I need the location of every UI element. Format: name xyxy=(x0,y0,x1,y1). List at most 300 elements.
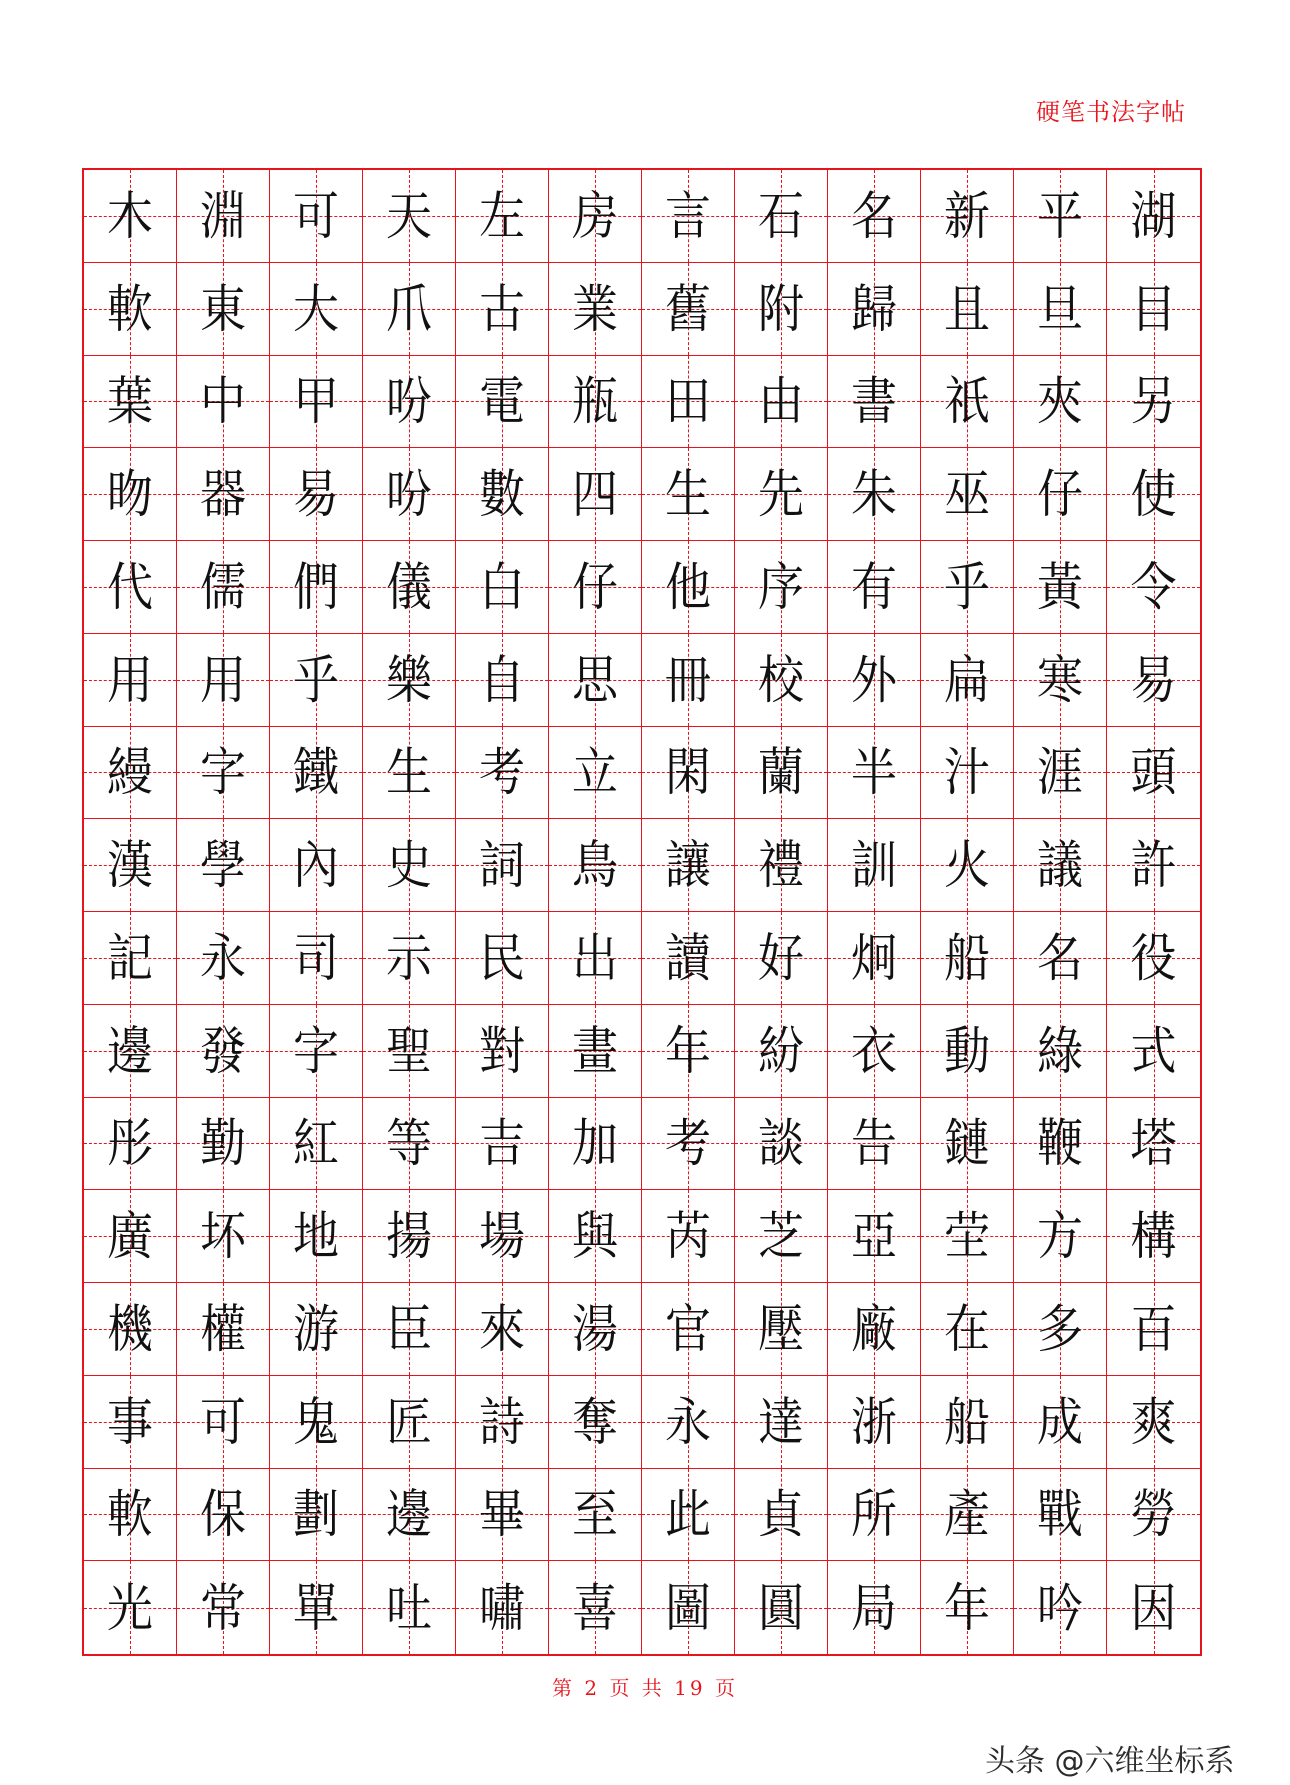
grid-cell xyxy=(456,727,549,820)
seal-character: 內 xyxy=(293,834,339,896)
seal-character: 昒 xyxy=(107,463,153,525)
seal-character: 縵 xyxy=(107,742,153,803)
grid-cell xyxy=(456,541,549,634)
grid-cell xyxy=(642,541,735,634)
grid-cell xyxy=(1107,727,1200,820)
seal-character: 涯 xyxy=(1037,742,1083,803)
seal-character: 場 xyxy=(479,1205,525,1267)
grid-cell xyxy=(1014,356,1107,449)
grid-cell xyxy=(828,170,921,263)
grid-cell xyxy=(363,1561,456,1654)
grid-cell xyxy=(456,1190,549,1283)
grid-cell xyxy=(735,819,828,912)
seal-character: 思 xyxy=(572,649,618,710)
seal-character: 式 xyxy=(1130,1020,1177,1081)
grid-cell xyxy=(1107,1376,1200,1469)
grid-cell xyxy=(549,1376,642,1469)
seal-character: 方 xyxy=(1037,1205,1083,1267)
seal-character: 百 xyxy=(1130,1298,1177,1360)
grid-cell xyxy=(549,1469,642,1562)
grid-cell xyxy=(1014,1098,1107,1191)
seal-character: 由 xyxy=(758,371,804,432)
seal-character: 爽 xyxy=(1130,1391,1177,1452)
grid-cell xyxy=(177,263,270,356)
grid-cell xyxy=(84,263,177,356)
grid-cell xyxy=(363,356,456,449)
grid-cell xyxy=(735,634,828,727)
seal-character: 鞭 xyxy=(1037,1113,1083,1174)
grid-cell xyxy=(1107,448,1200,541)
seal-character: 巫 xyxy=(944,463,990,525)
seal-character: 勤 xyxy=(200,1113,246,1174)
seal-character: 動 xyxy=(944,1020,990,1081)
grid-cell xyxy=(828,356,921,449)
seal-character: 仔 xyxy=(572,556,618,618)
seal-character: 且 xyxy=(944,278,990,339)
grid-cell xyxy=(1107,1561,1200,1654)
seal-character: 圖 xyxy=(665,1577,711,1638)
seal-character: 言 xyxy=(665,185,711,247)
seal-character: 代 xyxy=(107,556,153,618)
seal-character: 許 xyxy=(1130,834,1177,896)
seal-character: 軟 xyxy=(107,278,153,339)
grid-cell xyxy=(921,634,1014,727)
grid-cell xyxy=(735,1376,828,1469)
grid-cell xyxy=(270,1469,363,1562)
grid-cell xyxy=(1014,170,1107,263)
seal-character: 易 xyxy=(1130,649,1177,710)
grid-cell xyxy=(363,727,456,820)
seal-character: 名 xyxy=(1037,927,1083,989)
seal-character: 事 xyxy=(107,1391,153,1452)
grid-cell xyxy=(456,912,549,1005)
grid-cell xyxy=(84,634,177,727)
seal-character: 永 xyxy=(665,1391,711,1452)
grid-cell xyxy=(735,1469,828,1562)
grid-cell xyxy=(828,263,921,356)
grid-cell xyxy=(1014,727,1107,820)
grid-cell xyxy=(177,1190,270,1283)
seal-character: 淵 xyxy=(200,185,246,247)
grid-cell xyxy=(363,541,456,634)
grid-cell xyxy=(1014,1283,1107,1376)
seal-character: 光 xyxy=(107,1577,153,1638)
seal-character: 平 xyxy=(1037,185,1083,247)
grid-cell xyxy=(642,1283,735,1376)
grid-cell xyxy=(270,1561,363,1654)
grid-cell xyxy=(1107,541,1200,634)
seal-character: 詩 xyxy=(479,1391,525,1452)
seal-character: 易 xyxy=(293,463,339,525)
grid-cell xyxy=(177,1283,270,1376)
seal-character: 達 xyxy=(758,1391,804,1452)
seal-character: 在 xyxy=(944,1298,990,1360)
grid-cell xyxy=(363,819,456,912)
grid-cell xyxy=(1107,356,1200,449)
grid-cell xyxy=(735,263,828,356)
seal-character: 吟 xyxy=(1037,1577,1083,1638)
seal-character: 等 xyxy=(386,1113,432,1174)
grid-cell xyxy=(642,170,735,263)
seal-character: 綠 xyxy=(1037,1020,1083,1081)
seal-character: 詞 xyxy=(479,834,525,896)
seal-character: 瓶 xyxy=(572,371,618,432)
seal-character: 鬼 xyxy=(293,1391,339,1452)
seal-character: 臣 xyxy=(386,1298,432,1360)
grid-cell xyxy=(642,727,735,820)
seal-character: 校 xyxy=(758,649,804,710)
seal-character: 業 xyxy=(572,278,618,339)
grid-cell xyxy=(549,1561,642,1654)
seal-character: 大 xyxy=(293,278,339,339)
seal-character: 年 xyxy=(665,1020,711,1081)
seal-character: 生 xyxy=(386,742,432,803)
seal-character: 爪 xyxy=(386,278,432,339)
grid-cell xyxy=(84,356,177,449)
grid-cell xyxy=(456,1469,549,1562)
seal-character: 議 xyxy=(1037,834,1083,896)
grid-cell xyxy=(270,1190,363,1283)
seal-character: 奪 xyxy=(572,1391,618,1452)
grid-cell xyxy=(642,356,735,449)
seal-character: 炯 xyxy=(851,927,897,989)
seal-character: 歸 xyxy=(851,278,897,339)
seal-character: 扁 xyxy=(944,649,990,710)
grid-cell xyxy=(177,448,270,541)
seal-character: 儒 xyxy=(200,556,246,618)
grid-cell xyxy=(363,634,456,727)
seal-character: 字 xyxy=(293,1020,339,1081)
grid-cell xyxy=(177,1098,270,1191)
seal-character: 吉 xyxy=(479,1113,525,1174)
grid-cell xyxy=(549,1283,642,1376)
seal-character: 發 xyxy=(200,1020,246,1081)
seal-character: 附 xyxy=(758,278,804,339)
grid-cell xyxy=(1107,1190,1200,1283)
grid-cell xyxy=(921,170,1014,263)
grid-cell xyxy=(84,1005,177,1098)
grid-cell xyxy=(735,170,828,263)
seal-character: 紅 xyxy=(293,1113,339,1174)
page-number: 第 2 页 共 19 页 xyxy=(552,1676,738,1700)
grid-cell xyxy=(828,448,921,541)
grid-cell xyxy=(735,727,828,820)
seal-character: 名 xyxy=(851,185,897,247)
watermark-text: 头条 @六维坐标系 xyxy=(985,1744,1235,1779)
seal-character: 吩 xyxy=(386,463,432,525)
grid-cell xyxy=(828,1098,921,1191)
seal-character: 船 xyxy=(944,1391,990,1452)
seal-character: 塔 xyxy=(1130,1113,1177,1174)
grid-cell xyxy=(921,541,1014,634)
seal-character: 數 xyxy=(479,463,525,525)
grid-cell xyxy=(270,541,363,634)
grid-cell xyxy=(270,1005,363,1098)
seal-character: 自 xyxy=(479,649,525,710)
grid-cell xyxy=(735,1098,828,1191)
seal-character: 因 xyxy=(1130,1577,1177,1638)
grid-cell xyxy=(642,1561,735,1654)
seal-character: 甲 xyxy=(293,371,339,432)
grid-cell xyxy=(642,1098,735,1191)
grid-cell xyxy=(270,634,363,727)
grid-cell xyxy=(177,170,270,263)
grid-cell xyxy=(84,1190,177,1283)
grid-cell xyxy=(84,1283,177,1376)
seal-character: 可 xyxy=(293,185,339,247)
grid-cell xyxy=(735,356,828,449)
seal-character: 出 xyxy=(572,927,618,989)
seal-character: 畫 xyxy=(572,1020,618,1081)
grid-cell xyxy=(1014,1005,1107,1098)
grid-cell xyxy=(828,1469,921,1562)
grid-cell xyxy=(363,912,456,1005)
grid-cell xyxy=(1107,263,1200,356)
grid-cell xyxy=(549,819,642,912)
grid-cell xyxy=(363,1376,456,1469)
seal-character: 多 xyxy=(1037,1298,1083,1360)
grid-cell xyxy=(828,1190,921,1283)
grid-cell xyxy=(921,1376,1014,1469)
seal-character: 坏 xyxy=(200,1205,246,1267)
seal-character: 黃 xyxy=(1037,556,1083,618)
grid-cell xyxy=(549,170,642,263)
grid-cell xyxy=(1014,819,1107,912)
seal-character: 示 xyxy=(386,927,432,989)
seal-character: 夾 xyxy=(1037,371,1083,432)
seal-character: 用 xyxy=(200,649,246,710)
grid-cell xyxy=(363,448,456,541)
seal-character: 吐 xyxy=(386,1577,432,1638)
grid-cell xyxy=(270,170,363,263)
grid-cell xyxy=(456,263,549,356)
seal-character: 石 xyxy=(758,185,804,247)
grid-cell xyxy=(642,912,735,1005)
seal-character: 古 xyxy=(479,278,525,339)
seal-character: 圓 xyxy=(758,1577,804,1638)
seal-character: 們 xyxy=(293,556,339,618)
seal-character: 茔 xyxy=(944,1205,990,1267)
seal-character: 劃 xyxy=(293,1484,339,1545)
seal-character: 告 xyxy=(851,1113,897,1174)
seal-character: 來 xyxy=(479,1298,525,1360)
grid-cell xyxy=(921,1098,1014,1191)
seal-character: 吩 xyxy=(386,371,432,432)
grid-cell xyxy=(642,448,735,541)
seal-character: 祇 xyxy=(944,371,990,432)
seal-character: 東 xyxy=(200,278,246,339)
grid-cell xyxy=(921,1190,1014,1283)
grid-cell xyxy=(735,1283,828,1376)
grid-cell xyxy=(84,1561,177,1654)
seal-character: 鏈 xyxy=(944,1113,990,1174)
seal-character: 房 xyxy=(572,185,618,247)
grid-cell xyxy=(921,1005,1014,1098)
grid-cell xyxy=(177,634,270,727)
seal-character: 至 xyxy=(572,1484,618,1545)
seal-character: 汁 xyxy=(944,742,990,803)
grid-cell xyxy=(1014,912,1107,1005)
grid-cell xyxy=(735,1561,828,1654)
grid-cell xyxy=(1014,1190,1107,1283)
grid-cell xyxy=(177,819,270,912)
seal-character: 鐵 xyxy=(293,742,339,803)
grid-cell xyxy=(921,819,1014,912)
grid-cell xyxy=(456,634,549,727)
seal-character: 禮 xyxy=(758,834,804,896)
seal-character: 常 xyxy=(200,1577,246,1638)
seal-character: 他 xyxy=(665,556,711,618)
grid-cell xyxy=(84,727,177,820)
seal-character: 權 xyxy=(200,1298,246,1360)
grid-cell xyxy=(642,1376,735,1469)
seal-character: 官 xyxy=(665,1298,711,1360)
seal-character: 器 xyxy=(200,463,246,525)
seal-character: 嘯 xyxy=(479,1577,525,1638)
grid-cell xyxy=(549,356,642,449)
grid-cell xyxy=(1107,1469,1200,1562)
grid-cell xyxy=(828,727,921,820)
grid-cell xyxy=(363,1098,456,1191)
grid-cell xyxy=(456,1561,549,1654)
seal-character: 火 xyxy=(944,834,990,896)
grid-cell xyxy=(456,1376,549,1469)
seal-character: 局 xyxy=(851,1577,897,1638)
grid-cell xyxy=(456,448,549,541)
seal-character: 邊 xyxy=(107,1020,153,1081)
seal-character: 產 xyxy=(944,1484,990,1545)
grid-cell xyxy=(456,170,549,263)
grid-cell xyxy=(828,1005,921,1098)
grid-cell xyxy=(1107,1283,1200,1376)
seal-character: 鳥 xyxy=(572,834,618,896)
seal-character: 另 xyxy=(1130,371,1177,432)
grid-cell xyxy=(177,541,270,634)
seal-character: 保 xyxy=(200,1484,246,1545)
seal-character: 地 xyxy=(293,1205,339,1267)
seal-character: 頭 xyxy=(1130,742,1177,803)
grid-cell xyxy=(828,541,921,634)
seal-character: 電 xyxy=(479,371,525,432)
grid-cell xyxy=(735,912,828,1005)
seal-character: 成 xyxy=(1037,1391,1083,1452)
seal-character: 壓 xyxy=(758,1298,804,1360)
seal-character: 字 xyxy=(200,742,246,803)
grid-cell xyxy=(642,1469,735,1562)
grid-cell xyxy=(735,1005,828,1098)
seal-character: 匠 xyxy=(386,1391,432,1452)
grid-cell xyxy=(270,727,363,820)
grid-cell xyxy=(549,912,642,1005)
grid-cell xyxy=(1107,1098,1200,1191)
grid-cell xyxy=(1014,1469,1107,1562)
grid-cell xyxy=(1014,541,1107,634)
grid-cell xyxy=(921,1561,1014,1654)
seal-character: 朱 xyxy=(851,463,897,525)
grid-cell xyxy=(1107,819,1200,912)
grid-cell xyxy=(270,1098,363,1191)
seal-character: 史 xyxy=(386,834,432,896)
seal-character: 令 xyxy=(1130,556,1177,618)
seal-character: 芝 xyxy=(758,1205,804,1267)
seal-character: 記 xyxy=(107,927,153,989)
seal-character: 永 xyxy=(200,927,246,989)
grid-cell xyxy=(270,356,363,449)
seal-character: 芮 xyxy=(665,1205,711,1267)
grid-cell xyxy=(921,1469,1014,1562)
seal-character: 訓 xyxy=(851,834,897,896)
grid-cell xyxy=(921,912,1014,1005)
grid-cell xyxy=(828,1561,921,1654)
grid-cell xyxy=(549,727,642,820)
seal-character: 畢 xyxy=(479,1484,525,1545)
grid-cell xyxy=(735,541,828,634)
grid-cell xyxy=(84,1376,177,1469)
grid-cell xyxy=(270,912,363,1005)
practice-grid xyxy=(82,168,1202,1656)
seal-character: 浙 xyxy=(851,1391,897,1452)
grid-cell xyxy=(456,1283,549,1376)
seal-character: 新 xyxy=(944,185,990,247)
seal-character: 半 xyxy=(851,742,897,803)
grid-cell xyxy=(177,356,270,449)
grid-cell xyxy=(1107,634,1200,727)
seal-character: 此 xyxy=(665,1484,711,1545)
seal-character: 田 xyxy=(665,371,711,432)
seal-character: 勞 xyxy=(1130,1484,1177,1545)
grid-cell xyxy=(642,263,735,356)
grid-cell xyxy=(828,1283,921,1376)
seal-character: 紛 xyxy=(758,1020,804,1081)
grid-cell xyxy=(177,1005,270,1098)
grid-cell xyxy=(1014,448,1107,541)
seal-character: 加 xyxy=(572,1113,618,1174)
seal-character: 湖 xyxy=(1130,185,1177,247)
seal-character: 廠 xyxy=(851,1298,897,1360)
grid-cell xyxy=(363,1005,456,1098)
grid-cell xyxy=(828,912,921,1005)
grid-cell xyxy=(84,1098,177,1191)
grid-cell xyxy=(270,1283,363,1376)
seal-character: 游 xyxy=(293,1298,339,1360)
grid-cell xyxy=(735,448,828,541)
seal-character: 舊 xyxy=(665,278,711,339)
seal-character: 乎 xyxy=(944,556,990,618)
grid-cell xyxy=(549,1005,642,1098)
seal-character: 乎 xyxy=(293,649,339,710)
seal-character: 談 xyxy=(758,1113,804,1174)
seal-character: 戰 xyxy=(1037,1484,1083,1545)
seal-character: 序 xyxy=(758,556,804,618)
grid-cell xyxy=(921,1283,1014,1376)
grid-cell xyxy=(1107,170,1200,263)
grid-cell xyxy=(270,1376,363,1469)
grid-cell xyxy=(1014,1376,1107,1469)
seal-character: 讀 xyxy=(665,927,711,989)
grid-cell xyxy=(363,1190,456,1283)
grid-cell xyxy=(84,170,177,263)
seal-character: 湯 xyxy=(572,1298,618,1360)
grid-cell xyxy=(84,1469,177,1562)
seal-character: 左 xyxy=(479,185,525,247)
seal-character: 白 xyxy=(479,556,525,618)
grid-cell xyxy=(456,356,549,449)
grid-cell xyxy=(642,1005,735,1098)
seal-character: 使 xyxy=(1130,463,1177,525)
seal-character: 考 xyxy=(665,1113,711,1174)
seal-character: 軟 xyxy=(107,1484,153,1545)
seal-character: 單 xyxy=(293,1577,339,1638)
